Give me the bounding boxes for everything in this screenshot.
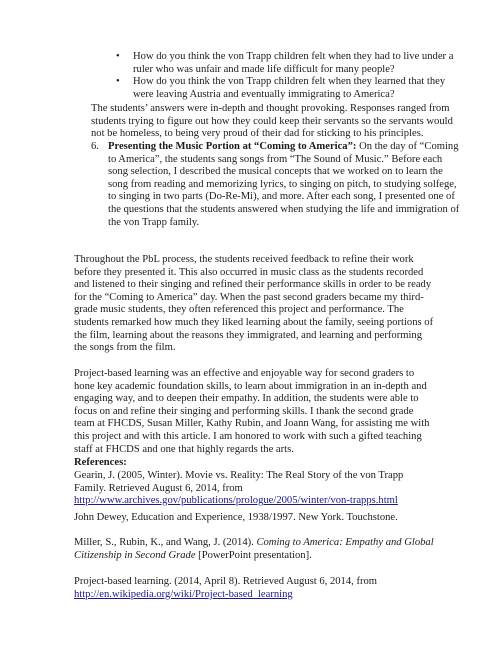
reference-text: Project-based learning. (2014, April 8). Retrieved August 6, 2014, from	[74, 576, 378, 587]
reference-link-wikipedia[interactable]: http://en.wikipedia.org/wiki/Project-based_learning	[74, 588, 293, 600]
item-number: 6.	[91, 141, 99, 152]
item-heading: Presenting the Music Portion at “Coming to America”:	[108, 141, 357, 152]
item-text: On the day of “Coming to America”, the students sang songs from “The Sound of Music.” Before each song selection, I described the musical concepts that we worked on to learn the song from reading and memorizing lyrics, to singing on pitch, to studying solfege, to singing in two parts (Do-Re-Mi), and more. After each song, I presented one of the questions that the students answered when studying the life and immigration of the von Trapp family.	[108, 141, 460, 228]
reference-suffix: [PowerPoint presentation].	[195, 549, 312, 561]
question-bullet: • How do you think the von Trapp children felt when they learned that they were leaving Austria and eventually immigrating to America?	[114, 76, 454, 101]
question-bullet: • How do you think the von Trapp children felt when they had to live under a ruler who was unfair and made life difficult for many people?	[114, 51, 454, 76]
references-heading: References:	[74, 457, 127, 468]
reference-link-archives[interactable]: http://www.archives.gov/publications/prologue/2005/winter/von-trapps.html	[74, 495, 398, 507]
numbered-item-6	[91, 141, 461, 229]
item-body	[108, 141, 461, 229]
reference-miller	[74, 537, 434, 562]
reference-title: Coming to America: Empathy and Global Citizenship in Second Grade	[74, 537, 434, 561]
body-paragraph-conclusion: Project-based learning was an effective and enjoyable way for second graders to hone key academic foundation skills, to learn about immigration in an in-depth and engaging way, and to deepen their empathy. In addition, the students were able to focus on and refine their singing and performing skills. I thank the second grade team at FHCDS, Susan Miller, Kathy Rubin, and Joann Wang, for assisting me with this project and with this article. I am honored to work with such a gifted teaching staff at FHCDS and one that highly regards the arts.	[74, 368, 430, 455]
body-paragraph-feedback: Throughout the PbL process, the students received feedback to refine their work before they presented it. This also occurred in music class as the students recorded and listened to their singing and refined their performance skills in order to be ready for the “Coming to America” day. When the past second graders became my third-grade music students, they often referenced this project and performance. The students remarked how much they liked learning about the family, seeing portions of the film, learning about the reasons they immigrated, and learning and performing the songs from the film.	[74, 254, 434, 354]
answers-paragraph: The students’ answers were in-depth and thought provoking. Responses ranged from students trying to figure out how they could keep their servants so the servants would not be homeless, to being very proud of their dad for sticking to his principles.	[91, 103, 453, 140]
question-bullet-list	[114, 51, 454, 101]
reference-dewey: John Dewey, Education and Experience, 1938/1997. New York. Touchstone.	[74, 512, 398, 523]
reference-pbl	[74, 576, 434, 601]
reference-authors: Miller, S., Rubin, K., and Wang, J. (2014).	[74, 537, 257, 548]
reference-gearin	[74, 470, 434, 508]
reference-text: Gearin, J. (2005, Winter). Movie vs. Reality: The Real Story of the von Trapp Family. Retrieved August 6, 2014, from	[74, 470, 404, 494]
